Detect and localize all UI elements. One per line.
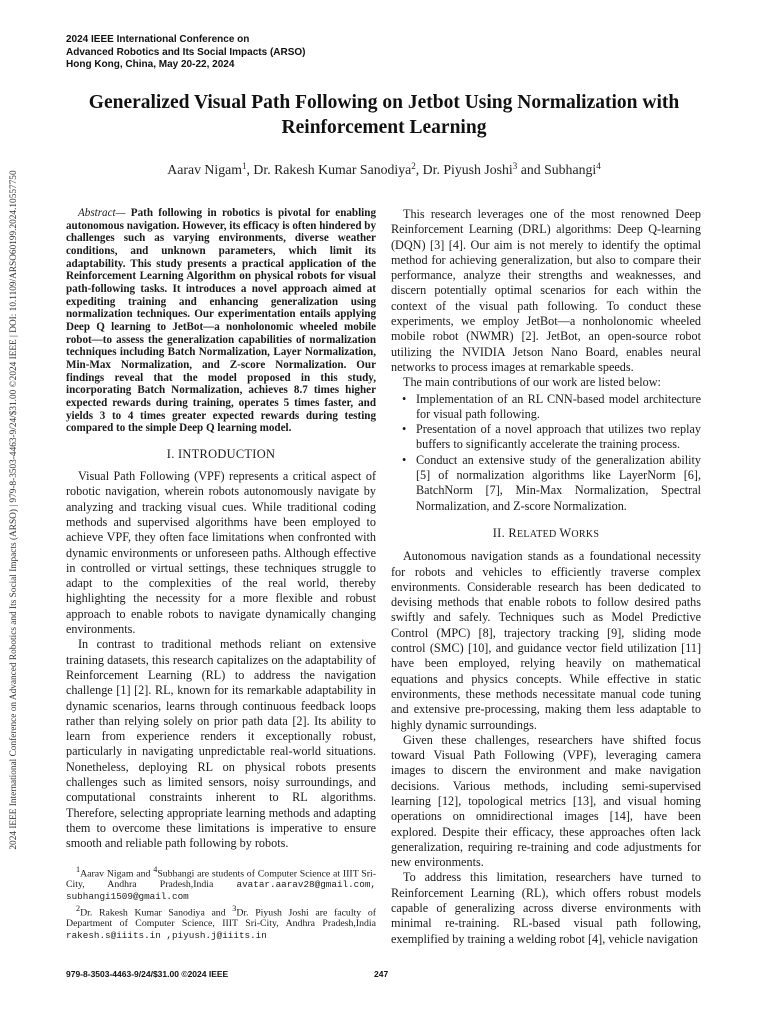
section-heading-related-works: II. RELATED WORKS xyxy=(492,525,600,540)
author-3: , Dr. Piyush Joshi xyxy=(415,162,513,177)
author-4: and Subhangi xyxy=(517,162,597,177)
author-list: Aarav Nigam$^1$, Dr. Rakesh Kumar Sanodiya$^2$, Dr. Piyush Joshi$^3$ and Subhangi$^4$ xyxy=(167,161,601,177)
related-paragraph-2: Given these challenges, researchers have shifted focus toward Visual Path Following (VPF), leveraging camera images to discern the environment and make navigation decisions. Various methods, including semi-supervised learning [12], topological metrics [13], and visual homing operations on omnidirectional images [14], have been explored. Despite their efficacy, these approaches often lack generalization, requiring re-training and code adjustments for new environments. xyxy=(391,732,701,870)
right-column xyxy=(391,207,701,947)
abstract-text: Path following in robotics is pivotal for enabling autonomous navigation. However, its efficacy is often hindered by challenges such as varying environments, diverse weather conditions, and unknown parameters, which limit its adaptability. This study presents a practical application of the Reinforcement Learning Algorithm on physical robots for visual path-following tasks. It introduces a novel approach aimed at expediting training and enhancing generalization using normalization techniques. Our experimentation entails applying Deep Q learning to JetBot—a nonholonomic wheeled mobile robot—to assess the generalization capabilities of normalization techniques including Batch Normalization, Layer Normalization, Min-Max Normalization, and Z-score Normalization. Our findings reveal that the model proposed in this study, incorporating Batch Normalization, achieves 8.7 times higher expected rewards during training, operates 5 times faster, and yields 3 to 4 times greater expected rewards during testing compared to the simple Deep Q learning model. xyxy=(66,207,377,435)
email-link-2[interactable]: subhangi1509@gmail.com xyxy=(66,890,189,902)
abstract-label: Abstract xyxy=(78,207,116,219)
related-paragraph-1: Autonomous navigation stands as a foundational necessity for robots and vehicles to efficiently traverse complex environments. Considerable research has been dedicated to devising methods that enable robots to follow desired paths swiftly and safely. Techniques such as Model Predictive Control (MPC) [8], trajectory tracking [9], sliding mode control (SMC) [10], and guidance vector field utilization [11] have been employed, relying heavily on mathematical equations and physics concepts. While effective in static environments, these methods necessitate manual code tuning and extensive pre-processing, making them less adaptable to highly dynamic surroundings. xyxy=(391,549,701,732)
list-item: • Implementation of an RL CNN-based model architecture for visual path following. xyxy=(402,391,701,421)
conference-header xyxy=(66,34,306,72)
related-paragraph-3: To address this limitation, researchers have turned to Reinforcement Learning (RL), which offers robust models capable of generalizing across diverse environments with minimal re-training. RL-based visual path following, exemplified by training a welding robot [4], vehicle navigation xyxy=(391,870,701,946)
bullet-icon: • xyxy=(402,391,407,406)
bullet-icon: • xyxy=(402,422,407,437)
isbn-copyright: 979-8-3503-4463-9/24/$31.00 ©2024 IEEE xyxy=(66,969,229,979)
conference-line-1: 2024 IEEE International Conference on xyxy=(66,34,250,45)
intro-paragraph-2: In contrast to traditional methods reliant on extensive training datasets, this research capitalizes on the adaptability of Reinforcement Learning (RL) to address the navigation challenge [1] [2]. RL, known for its remarkable adaptability in dynamic scenarios, learns through continuous feedback loops rather than relying solely on prior path data [2]. Its ability to learn from experience renders it exceptionally robust, particularly in navigating unpredictable real-world situations. Nonetheless, deploying RL on physical robots presents challenges such as limited sensors, noisy surroundings, and computational constraints inherent to RL algorithms. Therefore, selecting appropriate learning methods and adapting them to overcome these limitations is imperative to ensure smooth and reliable path following by robots. xyxy=(66,637,376,851)
footnote-2: $^2$Dr. Rakesh Kumar Sanodiya and $^3$Dr. Piyush Joshi are faculty of Department of Computer Science, IIIT Sri-City, Andhra Pradesh,India rakesh.s@iiits.in ,piyush.j@iiits.in xyxy=(66,903,376,942)
intro-paragraph-1: Visual Path Following (VPF) represents a critical aspect of robotic navigation, wherein robots autonomously navigate by analyzing and tracking visual cues. While traditional coding methods and supervised algorithms have been employed to achieve VPF, they often face limitations when confronted with dynamic environments or unforeseen paths. Although effective in controlled or virtual settings, these techniques struggle to adapt to the complexities of the real world, thereby highlighting the necessity for a more flexible and robust approach to enable robots to navigate dynamically changing environments. xyxy=(66,469,376,637)
conference-line-2: Advanced Robotics and Its Social Impacts (ARSO) xyxy=(66,46,306,58)
contributions-list xyxy=(391,392,701,514)
bullet-icon: • xyxy=(402,452,407,467)
paper-title: Generalized Visual Path Following on Jetbot Using Normalization with Reinforcement Learning xyxy=(88,92,680,138)
list-item: • Presentation of a novel approach that utilizes two replay buffers to significantly accelerate the training process. xyxy=(402,422,701,452)
doi-sidebar xyxy=(7,130,21,890)
footnotes xyxy=(66,864,376,942)
contributions-intro: The main contributions of our work are listed below: xyxy=(403,375,661,390)
author-2: , Dr. Rakesh Kumar Sanodiya xyxy=(246,162,412,177)
intro-paragraph-3: This research leverages one of the most renowned Deep Reinforcement Learning (DRL) algorithms: Deep Q-learning (DQN) [3] [4]. Our aim is not merely to identify the optimal method for achieving generalization, but also to compare their performance, analyze their strengths and weaknesses, and discern potentially optimal scenarios for each within the context of the visual path following. To conduct these experiments, we employ JetBot—a nonholonomic wheeled mobile robot (NWMR) [2]. JetBot, an open-source robot utilizing the NVIDIA Jetson Nano Board, enables neural networks to process images at remarkable speeds. xyxy=(391,207,701,374)
footnote-1: $^1$Aarav Nigam and $^4$Subhangi are students of Computer Science at IIIT Sri-City, Andhra Pradesh,India avatar.aarav28@gmail.com, subhangi1509@gmail.com xyxy=(66,864,376,902)
email-link-3[interactable]: rakesh.s@iiits.in ,piyush.j@iiits.in xyxy=(66,930,267,942)
page-footer xyxy=(66,969,702,979)
page-number: 247 xyxy=(374,969,389,979)
abstract: Abstract— Path following in robotics is pivotal for enabling autonomous navigation. However, its efficacy is often hindered by challenges such as varying environments, diverse weather conditions, and unknown parameters, which limit its adaptability. This study presents a practical application of the Reinforcement Learning Algorithm on physical robots for visual path-following tasks. It introduces a novel approach aimed at expediting training and enhancing generalization using normalization techniques. Our experimentation entails applying Deep Q learning to JetBot—a nonholonomic wheeled mobile robot—to assess the generalization capabilities of normalization techniques including Batch Normalization, Layer Normalization, Min-Max Normalization, and Z-score Normalization. Our findings reveal that the model proposed in this study, incorporating Batch Normalization, achieves 8.7 times higher expected rewards during training, operates 5 times faster, and yields 3 to 4 times greater expected rewards during testing compared to the simple Deep Q learning model. xyxy=(66,207,377,435)
conference-line-3: Hong Kong, China, May 20-22, 2024 xyxy=(66,59,235,70)
left-column xyxy=(66,207,376,942)
list-item: • Conduct an extensive study of the generalization ability [5] of normalization algorithms like LayerNorm [6], BatchNorm [7], Min-Max Normalization, Spectral Normalization, and Z-score Normalization. xyxy=(402,452,701,513)
email-link-1[interactable]: avatar.aarav28@gmail.com, xyxy=(236,879,376,891)
author-1: Aarav Nigam xyxy=(167,162,242,177)
section-heading-introduction: I. INTRODUCTION xyxy=(166,446,276,461)
doi-sidebar-text: 2024 IEEE International Conference on Advanced Robotics and Its Social Impacts (ARSO) | 979-8-3503-4463-9/24/$31.00 ©2024 IEEE | DOI: 10.1109/ARSO60199.2024.10557750 xyxy=(9,170,19,850)
